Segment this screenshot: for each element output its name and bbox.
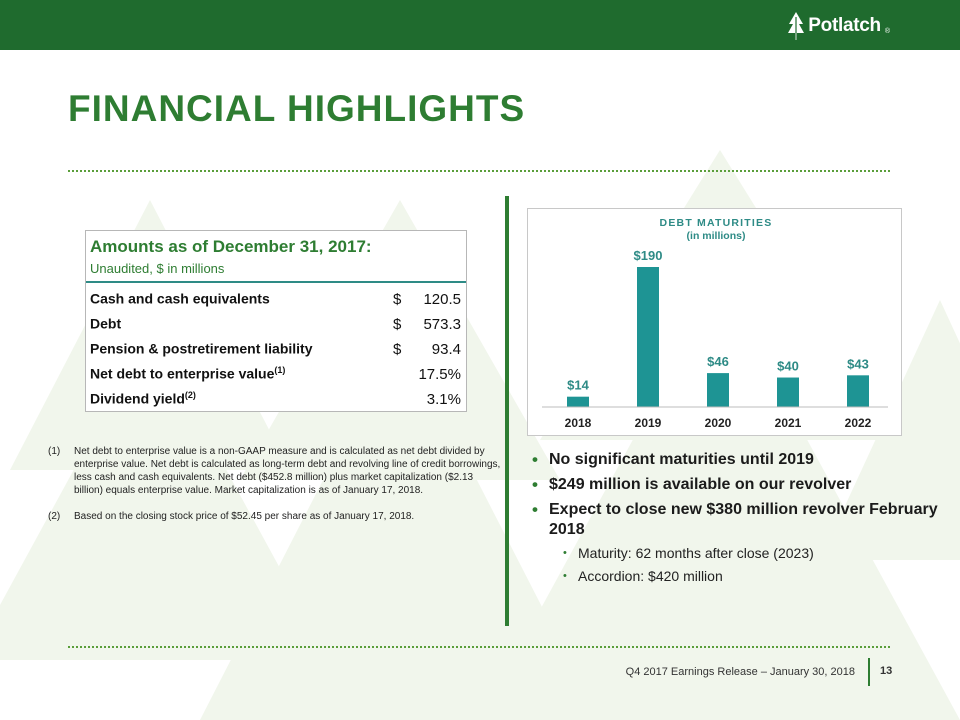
row-value: 120.5 — [423, 291, 461, 308]
sub-bullets — [549, 544, 940, 585]
bar-2020 — [707, 373, 729, 407]
row-label: Pension & postretirement liability — [90, 340, 313, 357]
key-points — [530, 450, 940, 590]
table-row-cash — [86, 285, 466, 310]
page-number: 13 — [880, 665, 893, 677]
row-label: Cash and cash equivalents — [90, 290, 270, 307]
page-title: FINANCIAL HIGHLIGHTS — [68, 88, 526, 129]
row-value: 17.5% — [418, 366, 461, 383]
footnote-text: Based on the closing stock price of $52.45 per share as of January 17, 2018. — [74, 511, 415, 522]
bar-value-label-2018: $14 — [567, 377, 589, 393]
table-title: Amounts as of December 31, 2017: — [90, 237, 372, 256]
bullet-new-revolver: • Expect to close new $380 million revolver February 2018 • Maturity: 62 months after close (2023) • Accordion: $420 million — [530, 500, 940, 585]
chart-subtitle: (in millions) — [686, 230, 746, 242]
registered-mark: ® — [884, 27, 890, 35]
bullet-revolver: • $249 million is available on our revolver — [530, 475, 940, 495]
row-value: 3.1% — [426, 391, 461, 408]
logo-text: Potlatch — [808, 15, 881, 36]
table-subtitle: Unaudited, $ in millions — [90, 261, 225, 276]
row-currency: $ — [393, 316, 402, 333]
table-rows — [86, 283, 466, 410]
header-bar — [0, 0, 960, 50]
chart-svg — [528, 209, 901, 435]
table-header — [86, 231, 466, 283]
row-value: 573.3 — [423, 316, 461, 333]
bar-2022 — [847, 375, 869, 407]
footnote-number: (1) — [48, 446, 61, 457]
bottom-dotted-divider — [68, 646, 890, 648]
table-row-net-debt — [86, 360, 466, 385]
bar-value-label-2019: $190 — [633, 248, 663, 263]
footer-release-text: Q4 2017 Earnings Release – January 30, 2018 — [625, 666, 855, 678]
row-currency: $ — [393, 341, 402, 358]
bar-2021 — [777, 378, 799, 407]
bars-layer — [542, 248, 888, 430]
financial-table — [85, 230, 467, 412]
vertical-divider — [505, 196, 509, 626]
bullet-maturities: • No significant maturities until 2019 — [530, 450, 940, 470]
footnote-2 — [48, 510, 503, 523]
bar-value-label-2022: $43 — [847, 356, 869, 372]
footnote-1 — [48, 445, 503, 497]
sub-bullet-maturity: • Maturity: 62 months after close (2023) — [549, 544, 940, 562]
chart-title: DEBT MATURITIES — [659, 217, 773, 229]
footnotes — [48, 445, 503, 536]
top-dotted-divider — [68, 170, 890, 172]
potlatch-logo — [787, 11, 890, 41]
category-label-2020: 2020 — [704, 416, 732, 430]
category-label-2021: 2021 — [774, 416, 802, 430]
row-value: 93.4 — [431, 341, 461, 358]
row-label: Dividend yield$^{(2)}$ — [90, 390, 196, 407]
category-label-2019: 2019 — [634, 416, 662, 430]
bar-2018 — [567, 397, 589, 407]
row-label: Debt — [90, 315, 122, 332]
row-label: Net debt to enterprise value$^{(1)}$ — [90, 365, 286, 382]
table-row-dividend — [86, 385, 466, 410]
debt-maturities-chart — [527, 208, 902, 436]
bar-value-label-2020: $46 — [707, 354, 729, 370]
row-currency: $ — [393, 291, 402, 308]
bar-value-label-2021: $40 — [777, 358, 799, 374]
tree-logo-icon — [787, 11, 805, 41]
category-label-2022: 2022 — [844, 416, 872, 430]
table-row-pension — [86, 335, 466, 360]
footnote-text: Net debt to enterprise value is a non-GAAP measure and is calculated as net debt divided by enterprise value. Net debt is calculated as long-term debt and revolving line of credit borrowings, less cash and cash equivalents. Net debt ($452.8 million) plus market capitalization ($2.13 billion) equals enterprise value. Market capitalization is as of January 17, 2018. — [74, 446, 501, 496]
table-row-debt — [86, 310, 466, 335]
footer-divider — [868, 658, 870, 686]
footnote-number: (2) — [48, 511, 61, 522]
bar-2019 — [637, 267, 659, 407]
sub-bullet-accordion: • Accordion: $420 million — [549, 567, 940, 585]
category-label-2018: 2018 — [564, 416, 592, 430]
